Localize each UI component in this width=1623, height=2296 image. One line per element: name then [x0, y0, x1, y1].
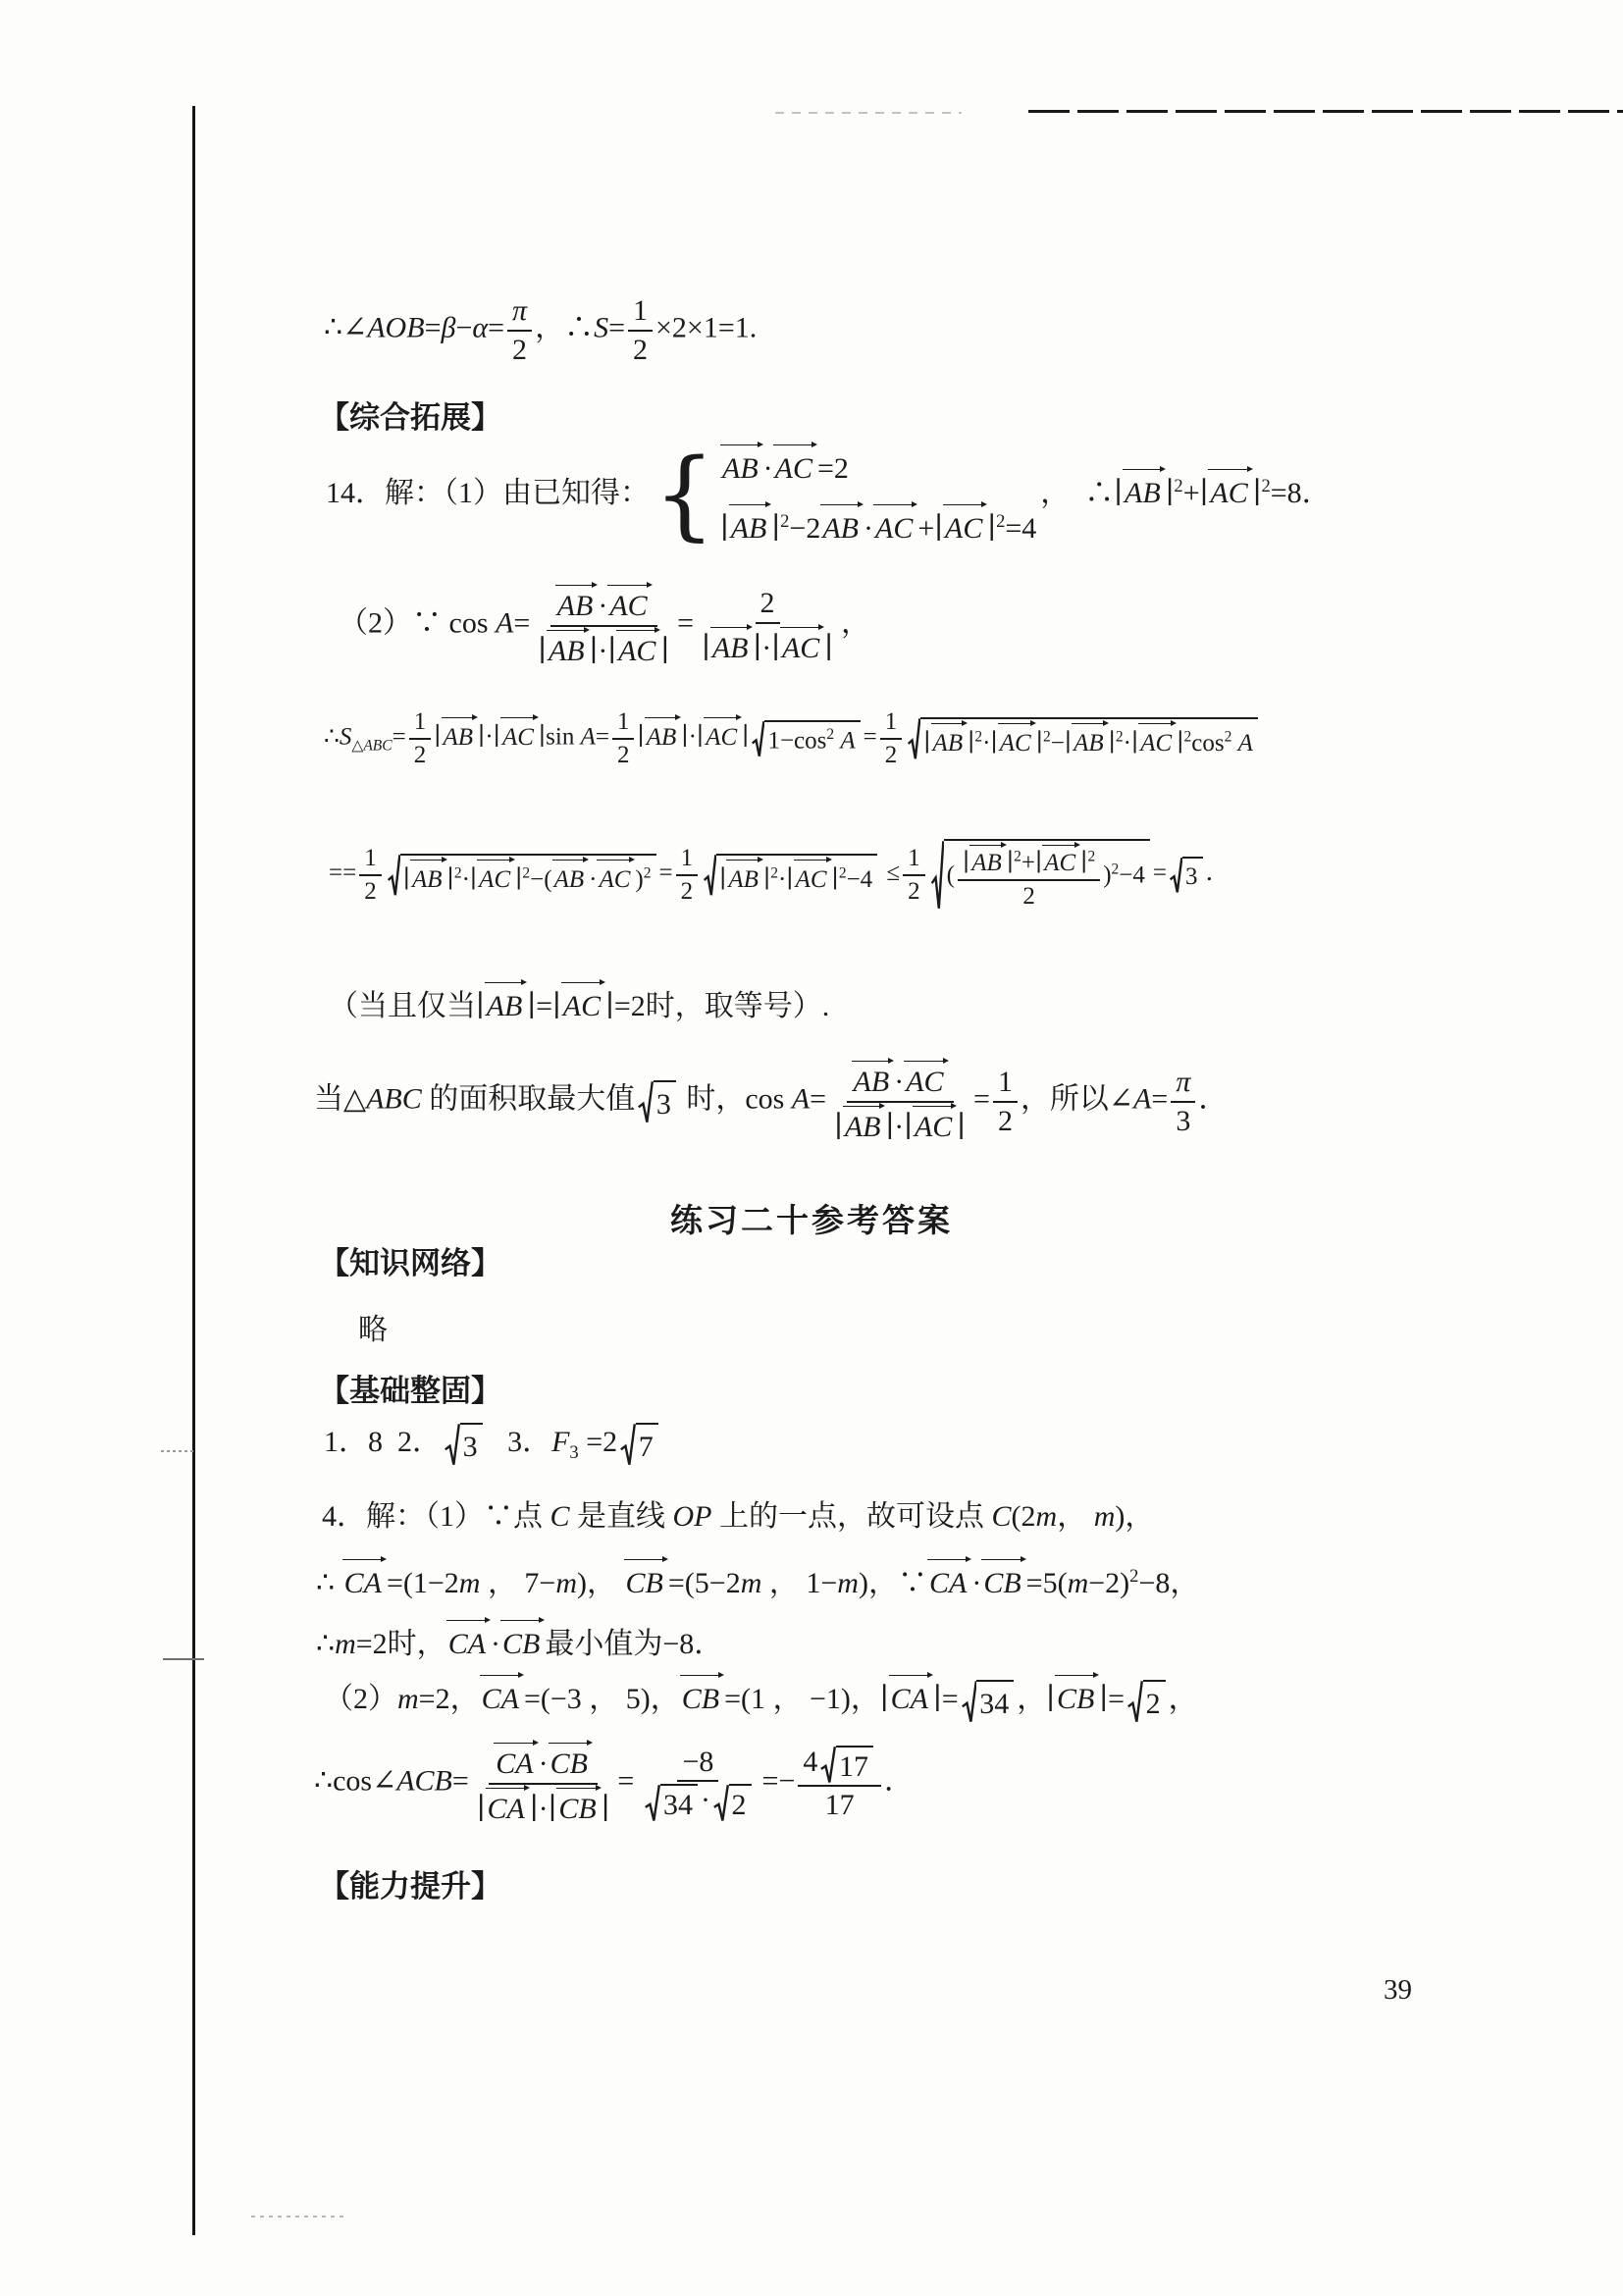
vector-overarrow: CA [446, 1619, 491, 1663]
vector-overarrow: AB [843, 1105, 886, 1144]
italic-variable: m [458, 1567, 481, 1599]
vector-overarrow: AC [873, 503, 917, 548]
italic-variable: A [580, 723, 596, 751]
vector-overarrow: CB [624, 1558, 668, 1602]
formula-problem4-m-equals-2: （2）m=2，CA =(−3 ， 5)，CB =(1 ， −1)，∣CA ∣= 34 ，∣CB ∣= 2 ， [324, 1674, 1198, 1723]
answers-title: 练习二十参考答案 [670, 1204, 953, 1239]
radical-sign [704, 854, 716, 897]
italic-variable: π [1176, 1066, 1191, 1098]
superscript: 2 [1129, 1566, 1139, 1587]
superscript: 2 [974, 728, 983, 746]
square-root: 3 [638, 1080, 676, 1123]
superscript: 2 [1111, 861, 1120, 878]
fraction: $\frac{AB \cdot AC}{∣AB ∣\cdot∣AC ∣}$ [533, 584, 674, 667]
radical-sign [1127, 1680, 1143, 1723]
fraction: −8 34 · 2 [637, 1746, 759, 1822]
fraction: $\frac{1}{2}$ [409, 708, 432, 769]
vector-overarrow: AC [794, 859, 832, 897]
vector-overarrow: AC [780, 626, 824, 665]
vector-overarrow: AB [729, 503, 772, 548]
superscript: 2 [770, 864, 778, 882]
italic-variable: ACB [396, 1764, 452, 1798]
vector-overarrow: AB [710, 626, 754, 665]
italic-variable: S [339, 723, 352, 751]
italic-variable: A [791, 1082, 811, 1116]
vector-overarrow: AC [773, 444, 817, 488]
superscript: 2 [1087, 848, 1096, 865]
fraction: $\frac{CA \cdot CB}{∣CA ∣\cdot∣CB ∣}$ [472, 1742, 615, 1825]
italic-variable: m [837, 1567, 859, 1599]
radical-sign [638, 1080, 654, 1123]
radical-sign [445, 1423, 460, 1466]
vector-overarrow: AB [931, 722, 969, 760]
formula-problem14-system: 14．解：（1）由已知得： { AB ·AC =2 ∣AB ∣$^2$−2AB ·AC +∣AC ∣$^2$=4 ， ∴∣AB ∣$^2$+∣AC ∣$^2$=8． [326, 438, 1332, 551]
vector-overarrow: AC [998, 722, 1036, 760]
fraction: $\frac{2}{∣AB ∣\cdot∣AC ∣}$ [702, 587, 834, 664]
italic-variable: π [512, 294, 528, 327]
vector-overarrow: AB [442, 716, 479, 755]
formula-problem4-vectors: ∴ CA =(1−2m ， 7−m)， CB =(5−2m ， 1−m)，∵CA $\cdot CB =5(m-2)^2-8$， [316, 1558, 1199, 1602]
superscript: 2 [780, 511, 790, 532]
vector-overarrow: CA [342, 1558, 387, 1602]
vector-overarrow: AB [1123, 468, 1166, 512]
fraction: $\frac{1}{2}$ [676, 845, 699, 906]
vector-overarrow: AB [410, 859, 447, 897]
fraction: $\frac{\pi}{2}$ [507, 294, 532, 366]
vector-overarrow: AB [547, 629, 590, 668]
italic-variable: A [1237, 730, 1253, 757]
italic-variable: C [991, 1500, 1012, 1533]
superscript: 2 [1183, 728, 1192, 746]
radical-sign [620, 1423, 636, 1466]
fraction: $\frac{∣AB ∣^2+∣AC ∣^2}{2}$ [958, 844, 1100, 911]
formula-problem14-area-step1: $\therefore S_{\triangle ABC}=$ $\frac{1}{2}$ ∣AB ∣·∣AC ∣sin A= $\frac{1}{2}$ ∣AB ∣·∣AC ∣ $1-\cos^2$ A = $\frac{1}{2}$ ∣AB ∣$^2$·∣AC ∣$^2$−∣AB ∣$^2$·∣AC $∣^2\cos^2$ A [324, 708, 1261, 769]
italic-variable: A [496, 606, 514, 640]
vector-overarrow: AB [1072, 722, 1109, 760]
square-root: 3 [1170, 857, 1203, 894]
formula-answers-1-2-3: 1．8 2． 3 3．$F_3 =2$ 7 [324, 1423, 661, 1466]
formula-problem14-area-step2: == $\frac{1}{2}$ ∣AB ∣$^2$·∣AC ∣$^2$−(AB ·AC )$^2$ = $\frac{1}{2}$ ∣AB ∣$^2$·∣AC ∣$^2$−4 ≤ $\frac{1}{2}$ ( $\frac{∣AB ∣^2+∣AC ∣^2}{2}$ )$^2$−4 = 3 ． [329, 839, 1230, 911]
vector-overarrow: AB [969, 844, 1007, 877]
superscript: 2 [1042, 728, 1051, 746]
superscript: 2 [643, 864, 652, 882]
italic-variable: m [335, 1628, 356, 1660]
italic-variable: α [472, 311, 489, 344]
square-root: ∣AB ∣$^2$·∣AC ∣$^2$−(AB ·AC )$^2$ [388, 854, 656, 897]
section-header-knowledge-network: 【知识网络】 [319, 1246, 501, 1280]
superscript: 2 [996, 511, 1006, 532]
scan-top-faint-line [775, 112, 962, 114]
italic-variable: β [441, 311, 456, 344]
vector-overarrow: AC [500, 716, 539, 755]
vector-overarrow: CB [549, 1742, 593, 1781]
vector-overarrow: CB [556, 1787, 601, 1826]
superscript: 2 [1224, 728, 1232, 746]
radical-sign [908, 717, 920, 760]
formula-problem4-setup: 4．解：（1）∵点 C 是直线 OP 上的一点，故可设点 C(2m， m)， [322, 1500, 1155, 1533]
vector-overarrow: AB [485, 981, 528, 1025]
fraction: $\frac{AB \cdot AC}{∣AB ∣\cdot∣AC ∣}$ [829, 1060, 970, 1143]
italic-variable: m [555, 1567, 578, 1599]
vector-overarrow: CA [480, 1674, 524, 1718]
vector-overarrow: CB [981, 1558, 1025, 1602]
italic-variable: OP [672, 1500, 712, 1533]
italic-variable: A [840, 727, 856, 755]
section-header-basics: 【基础整固】 [319, 1374, 501, 1408]
radical-sign [713, 1784, 729, 1822]
page-number: 39 [1384, 1974, 1412, 2006]
italic-variable: m [1035, 1500, 1058, 1533]
radical-sign [1170, 857, 1182, 894]
fraction: 4 17 17 [798, 1746, 881, 1822]
vector-overarrow: CA [494, 1742, 538, 1781]
vector-overarrow: CB [1055, 1674, 1099, 1718]
fraction: $\frac{1}{2}$ [903, 845, 925, 906]
superscript: 2 [838, 864, 847, 882]
vector-overarrow: AB [720, 444, 763, 488]
vector-overarrow: CA [486, 1787, 530, 1826]
subscript: 3 [569, 1442, 579, 1463]
square-root: 7 [620, 1423, 658, 1466]
radical-sign [931, 839, 944, 911]
superscript: 2 [1261, 475, 1271, 496]
cases-row: ∣AB ∣$^2$−2AB ·AC +∣AC ∣$^2$=4 [720, 503, 1036, 548]
omitted-answer-text: 略 [358, 1314, 388, 1346]
square-root: ∣AB ∣$^2$·∣AC ∣$^2$−∣AB ∣$^2$·∣AC $∣^2\cos^2$ A [908, 717, 1258, 760]
vector-overarrow: AB [645, 716, 682, 755]
italic-variable: ABC [363, 737, 393, 755]
italic-variable: F [551, 1426, 570, 1458]
square-root: 34 [962, 1680, 1015, 1723]
radical-sign [820, 1746, 836, 1784]
radical-sign [752, 720, 764, 757]
italic-variable: m [740, 1567, 762, 1599]
cases-rows [720, 444, 1036, 548]
italic-variable: m [1093, 1500, 1116, 1533]
italic-variable: ABC [366, 1082, 422, 1116]
superscript: 2 [1115, 728, 1124, 746]
superscript: 2 [1174, 475, 1183, 496]
fraction: $\frac{\pi}{3}$ [1171, 1066, 1195, 1137]
section-header-ability: 【能力提升】 [319, 1869, 501, 1904]
vector-overarrow: AC [913, 1105, 957, 1144]
square-root: ( $\frac{∣AB ∣^2+∣AC ∣^2}{2}$ )$^2$−4 [931, 839, 1150, 911]
vector-overarrow: AC [1208, 468, 1252, 512]
italic-variable: A [1133, 1082, 1152, 1116]
vector-overarrow: AB [852, 1060, 895, 1099]
vector-overarrow: AC [597, 859, 635, 897]
vector-overarrow: AB [555, 584, 599, 623]
superscript: 2 [1014, 848, 1021, 865]
vector-overarrow: CB [680, 1674, 724, 1718]
square-root: 34 [645, 1784, 698, 1822]
vector-overarrow: AB [726, 859, 763, 897]
square-root: $1-\cos^2$ A [752, 720, 860, 757]
cases-row: AB ·AC =2 [720, 444, 849, 488]
radical-sign [388, 854, 400, 897]
italic-variable: m [1067, 1567, 1089, 1599]
scan-top-dashed-line [1028, 110, 1623, 113]
formula-problem4-minimum: ∴m=2时，CA ·CB 最小值为−8． [316, 1619, 723, 1663]
scan-artifact-dash [163, 1658, 204, 1660]
fraction: $\frac{1}{2}$ [993, 1066, 1018, 1137]
vector-overarrow: AC [1138, 722, 1177, 760]
fraction: $\frac{1}{2}$ [628, 294, 653, 366]
square-root: ∣AB ∣$^2$·∣AC ∣$^2$−4 [704, 854, 877, 897]
radical-sign [645, 1784, 660, 1822]
vector-overarrow: AC [904, 1060, 948, 1099]
scan-edge-line [192, 106, 195, 2235]
vector-overarrow: CB [500, 1619, 545, 1663]
vector-overarrow: AB [820, 503, 864, 548]
vector-overarrow: CA [927, 1558, 971, 1602]
formula-problem14-conclusion: 当△ABC 的面积取最大值 3 时，cos A= $\frac{AB \cdot AC}{∣AB ∣\cdot∣AC ∣}$ = $\frac{1}{2}$ ，所以∠A= $\frac{\pi}{3}$ ． [314, 1060, 1228, 1143]
fraction: $\frac{1}{2}$ [359, 845, 382, 906]
italic-variable: AOB [367, 311, 425, 344]
formula-angle-aob: ∴∠AOB=β−α= $\frac{\pi}{2}$ ，∴S= $\frac{1}{2}$ ×2×1=1. [324, 294, 758, 366]
vector-overarrow: AB [552, 859, 590, 897]
italic-variable: m [397, 1683, 419, 1715]
formula-problem4-cos-acb: ∴cos∠ACB= $\frac{CA \cdot CB}{∣CA ∣\cdot∣CB ∣}$ = −8 34 · 2 =− 4 17 17 ． [314, 1742, 914, 1825]
vector-overarrow: AC [561, 981, 605, 1025]
scan-artifact-dots-bottom [251, 2216, 345, 2218]
fraction: $\frac{1}{2}$ [880, 708, 903, 769]
square-root: 2 [1127, 1680, 1166, 1723]
vector-overarrow: CA [889, 1674, 933, 1718]
vector-overarrow: AC [1042, 844, 1080, 877]
square-root: 3 [445, 1423, 483, 1466]
left-brace: { [654, 438, 715, 551]
square-root: 2 [713, 1784, 752, 1822]
section-header-comprehensive: 【综合拓展】 [319, 400, 501, 435]
vector-overarrow: AC [607, 584, 652, 623]
square-root: 17 [820, 1746, 873, 1784]
formula-problem14-equality-condition: （当且仅当∣AB ∣=∣AC ∣=2时，取等号）. [329, 981, 829, 1025]
radical-sign [962, 1680, 977, 1723]
vector-overarrow: AC [477, 859, 515, 897]
subscript: △ABC [351, 737, 393, 755]
italic-variable: S [594, 311, 609, 344]
vector-overarrow: AC [616, 629, 660, 668]
scan-artifact-dots [161, 1450, 196, 1452]
vector-overarrow: AC [943, 503, 987, 548]
formula-problem14-cosA: （2）∵ cos A= $\frac{AB \cdot AC}{∣AB ∣\cdot∣AC ∣}$ = $\frac{2}{∣AB ∣\cdot∣AC ∣}$ ， [339, 584, 870, 667]
superscript: 2 [453, 864, 462, 882]
superscript: 2 [522, 864, 531, 882]
superscript: 2 [826, 726, 835, 744]
vector-overarrow: AC [704, 716, 742, 755]
fraction: $\frac{1}{2}$ [612, 708, 635, 769]
cases-brace [654, 438, 1037, 551]
italic-variable: C [550, 1500, 570, 1533]
